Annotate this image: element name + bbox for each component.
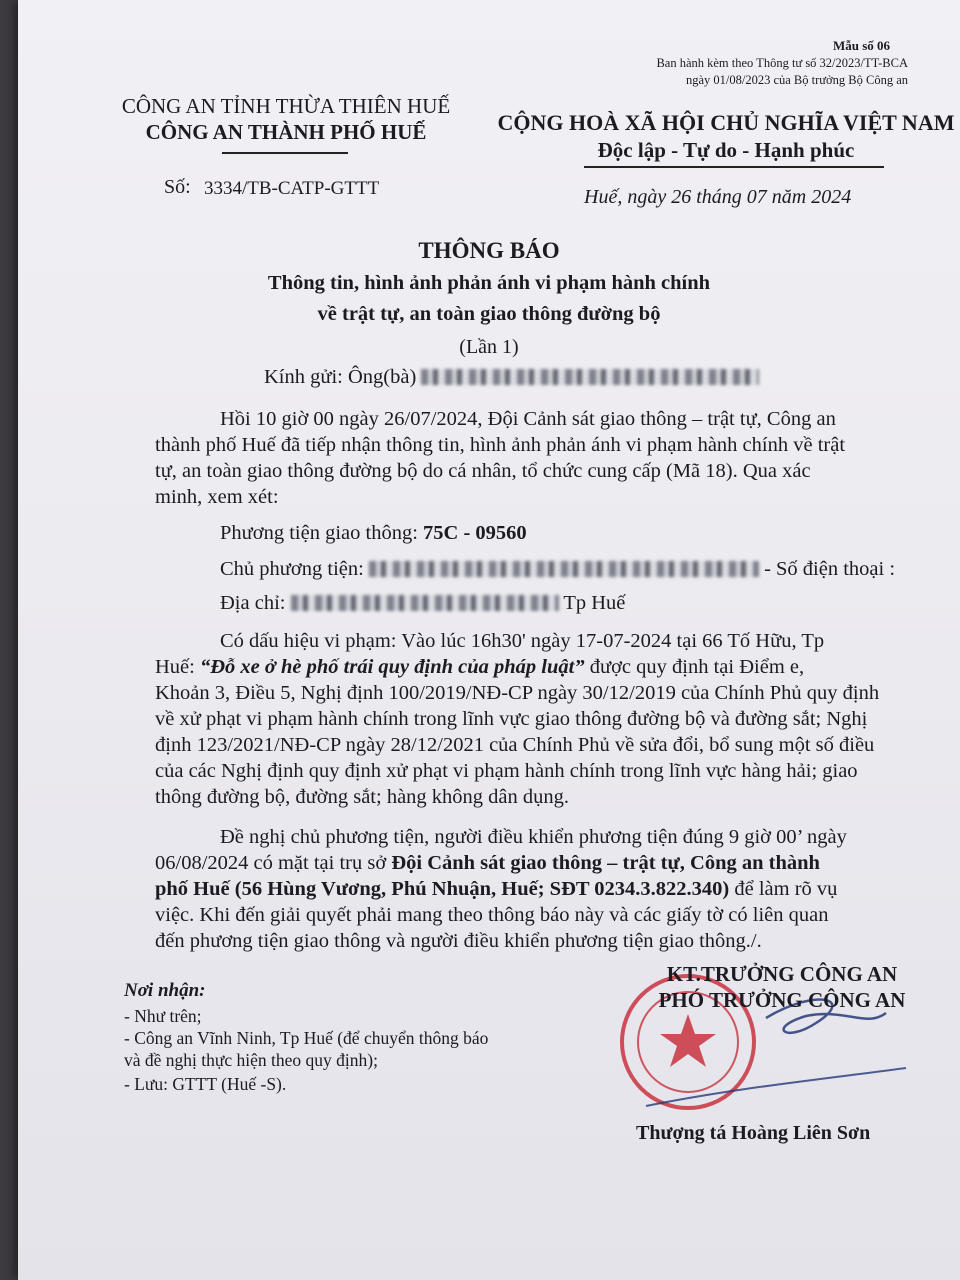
intro-line: thành phố Huế đã tiếp nhận thông tin, hình ảnh phản ánh vi phạm hành chính về trật (155, 434, 846, 456)
intro-line: Hồi 10 giờ 00 ngày 26/07/2024, Đội Cảnh sát giao thông – trật tự, Công an (220, 408, 836, 430)
request-office-address: phố Huế (56 Hùng Vương, Phú Nhuận, Huế; SĐT 0234.3.822.340) (155, 878, 730, 900)
recipient-line (264, 366, 759, 389)
agency-name: CÔNG AN THÀNH PHỐ HUẾ (145, 120, 427, 144)
violation-line: của các Nghị định quy định xử phạt vi phạm hành chính trong lĩnh vực hàng hải; giao (155, 760, 858, 782)
address-label: Địa chỉ: (220, 592, 286, 614)
doc-number-label: Số: (164, 176, 191, 198)
signature-title: KT.TRƯỞNG CÔNG AN (666, 962, 898, 986)
owner-label: Chủ phương tiện: (220, 558, 364, 580)
violation-line: Có dấu hiệu vi phạm: Vào lúc 16h30' ngày 17-07-2024 tại 66 Tố Hữu, Tp (220, 630, 825, 652)
recipient-item: - Công an Vĩnh Ninh, Tp Huế (để chuyển thông báo (124, 1028, 489, 1048)
violation-line: thông đường bộ, đường sắt; hàng không dân dụng. (155, 786, 570, 808)
place-date: Huế, ngày 26 tháng 07 năm 2024 (584, 186, 852, 208)
violation-text: được quy định tại Điểm e, (584, 656, 805, 678)
violation-line: định 123/2021/NĐ-CP ngày 28/12/2021 của Chính Phủ về sửa đổi, bổ sung một số điều (155, 734, 875, 756)
request-line: việc. Khi đến giải quyết phải mang theo thông báo này và các giấy tờ có liên quan (155, 904, 829, 926)
recipient-label: Kính gửi: Ông(bà) (264, 366, 417, 388)
doc-subtitle: Thông tin, hình ảnh phản ánh vi phạm hành chính (267, 272, 711, 294)
signature-position: PHÓ TRƯỞNG CÔNG AN (658, 988, 906, 1012)
doc-number: 3334/TB-CATP-GTTT (204, 178, 380, 199)
redacted-address (291, 595, 559, 611)
violation-line: về xử phạt vi phạm hành chính trong lĩnh vực giao thông đường bộ và đường sắt; Nghị (155, 708, 868, 730)
doc-subtitle: về trật tự, an toàn giao thông đường bộ (317, 303, 661, 325)
recipient-item: - Như trên; (124, 1006, 202, 1026)
form-issued-line: Ban hành kèm theo Thông tư số 32/2023/TT-BCA (656, 56, 908, 70)
request-text: để làm rõ vụ (729, 878, 838, 900)
request-line (155, 852, 820, 875)
redacted-owner (369, 561, 759, 577)
violation-name: “Đỗ xe ở hè phố trái quy định của pháp luật” (199, 656, 585, 678)
redacted-name (421, 369, 759, 385)
nation-title: CỘNG HOÀ XÃ HỘI CHỦ NGHĨA VIỆT NAM (497, 110, 955, 135)
request-text: 06/08/2024 có mặt tại trụ sở (155, 852, 392, 874)
signer-name: Thượng tá Hoàng Liên Sơn (636, 1122, 871, 1144)
address-line (220, 592, 625, 615)
request-line: đến phương tiện giao thông và người điều khiển phương tiện giao thông./. (155, 930, 762, 952)
form-issued-line: ngày 01/08/2023 của Bộ trưởng Bộ Công an (685, 73, 908, 87)
request-office: Đội Cảnh sát giao thông – trật tự, Công an thành (391, 852, 820, 874)
vehicle-plate: 75C - 09560 (423, 522, 527, 544)
vehicle-line (220, 522, 527, 545)
request-line: Đề nghị chủ phương tiện, người điều khiển phương tiện đúng 9 giờ 00’ ngày (220, 826, 847, 848)
document-page (18, 0, 960, 1280)
violation-line: Khoản 3, Điều 5, Nghị định 100/2019/NĐ-CP ngày 30/12/2019 của Chính Phủ quy định (155, 682, 880, 704)
doc-title: THÔNG BÁO (418, 238, 560, 263)
agency-underline (222, 152, 348, 154)
doc-round: (Lần 1) (459, 336, 519, 358)
motto-underline (584, 166, 884, 168)
agency-parent: CÔNG AN TỈNH THỪA THIÊN HUẾ (121, 94, 451, 118)
recipient-item: - Lưu: GTTT (Huế -S). (124, 1074, 287, 1094)
form-number: Mẫu số 06 (832, 38, 890, 53)
phone-label: - Số điện thoại : (764, 558, 896, 580)
owner-line (220, 558, 895, 581)
intro-line: minh, xem xét: (155, 486, 279, 508)
violation-line (155, 656, 804, 679)
recipients-title: Nơi nhận: (124, 980, 206, 1001)
request-line (155, 878, 837, 901)
recipient-item: và đề nghị thực hiện theo quy định); (124, 1050, 378, 1070)
intro-line: tự, an toàn giao thông đường bộ do cá nhân, tổ chức cung cấp (Mã 18). Qua xác (155, 460, 811, 482)
violation-text: Huế: (155, 656, 200, 678)
address-city: Tp Huế (563, 592, 626, 614)
nation-motto: Độc lập - Tự do - Hạnh phúc (597, 138, 855, 162)
vehicle-label: Phương tiện giao thông: (220, 522, 418, 544)
